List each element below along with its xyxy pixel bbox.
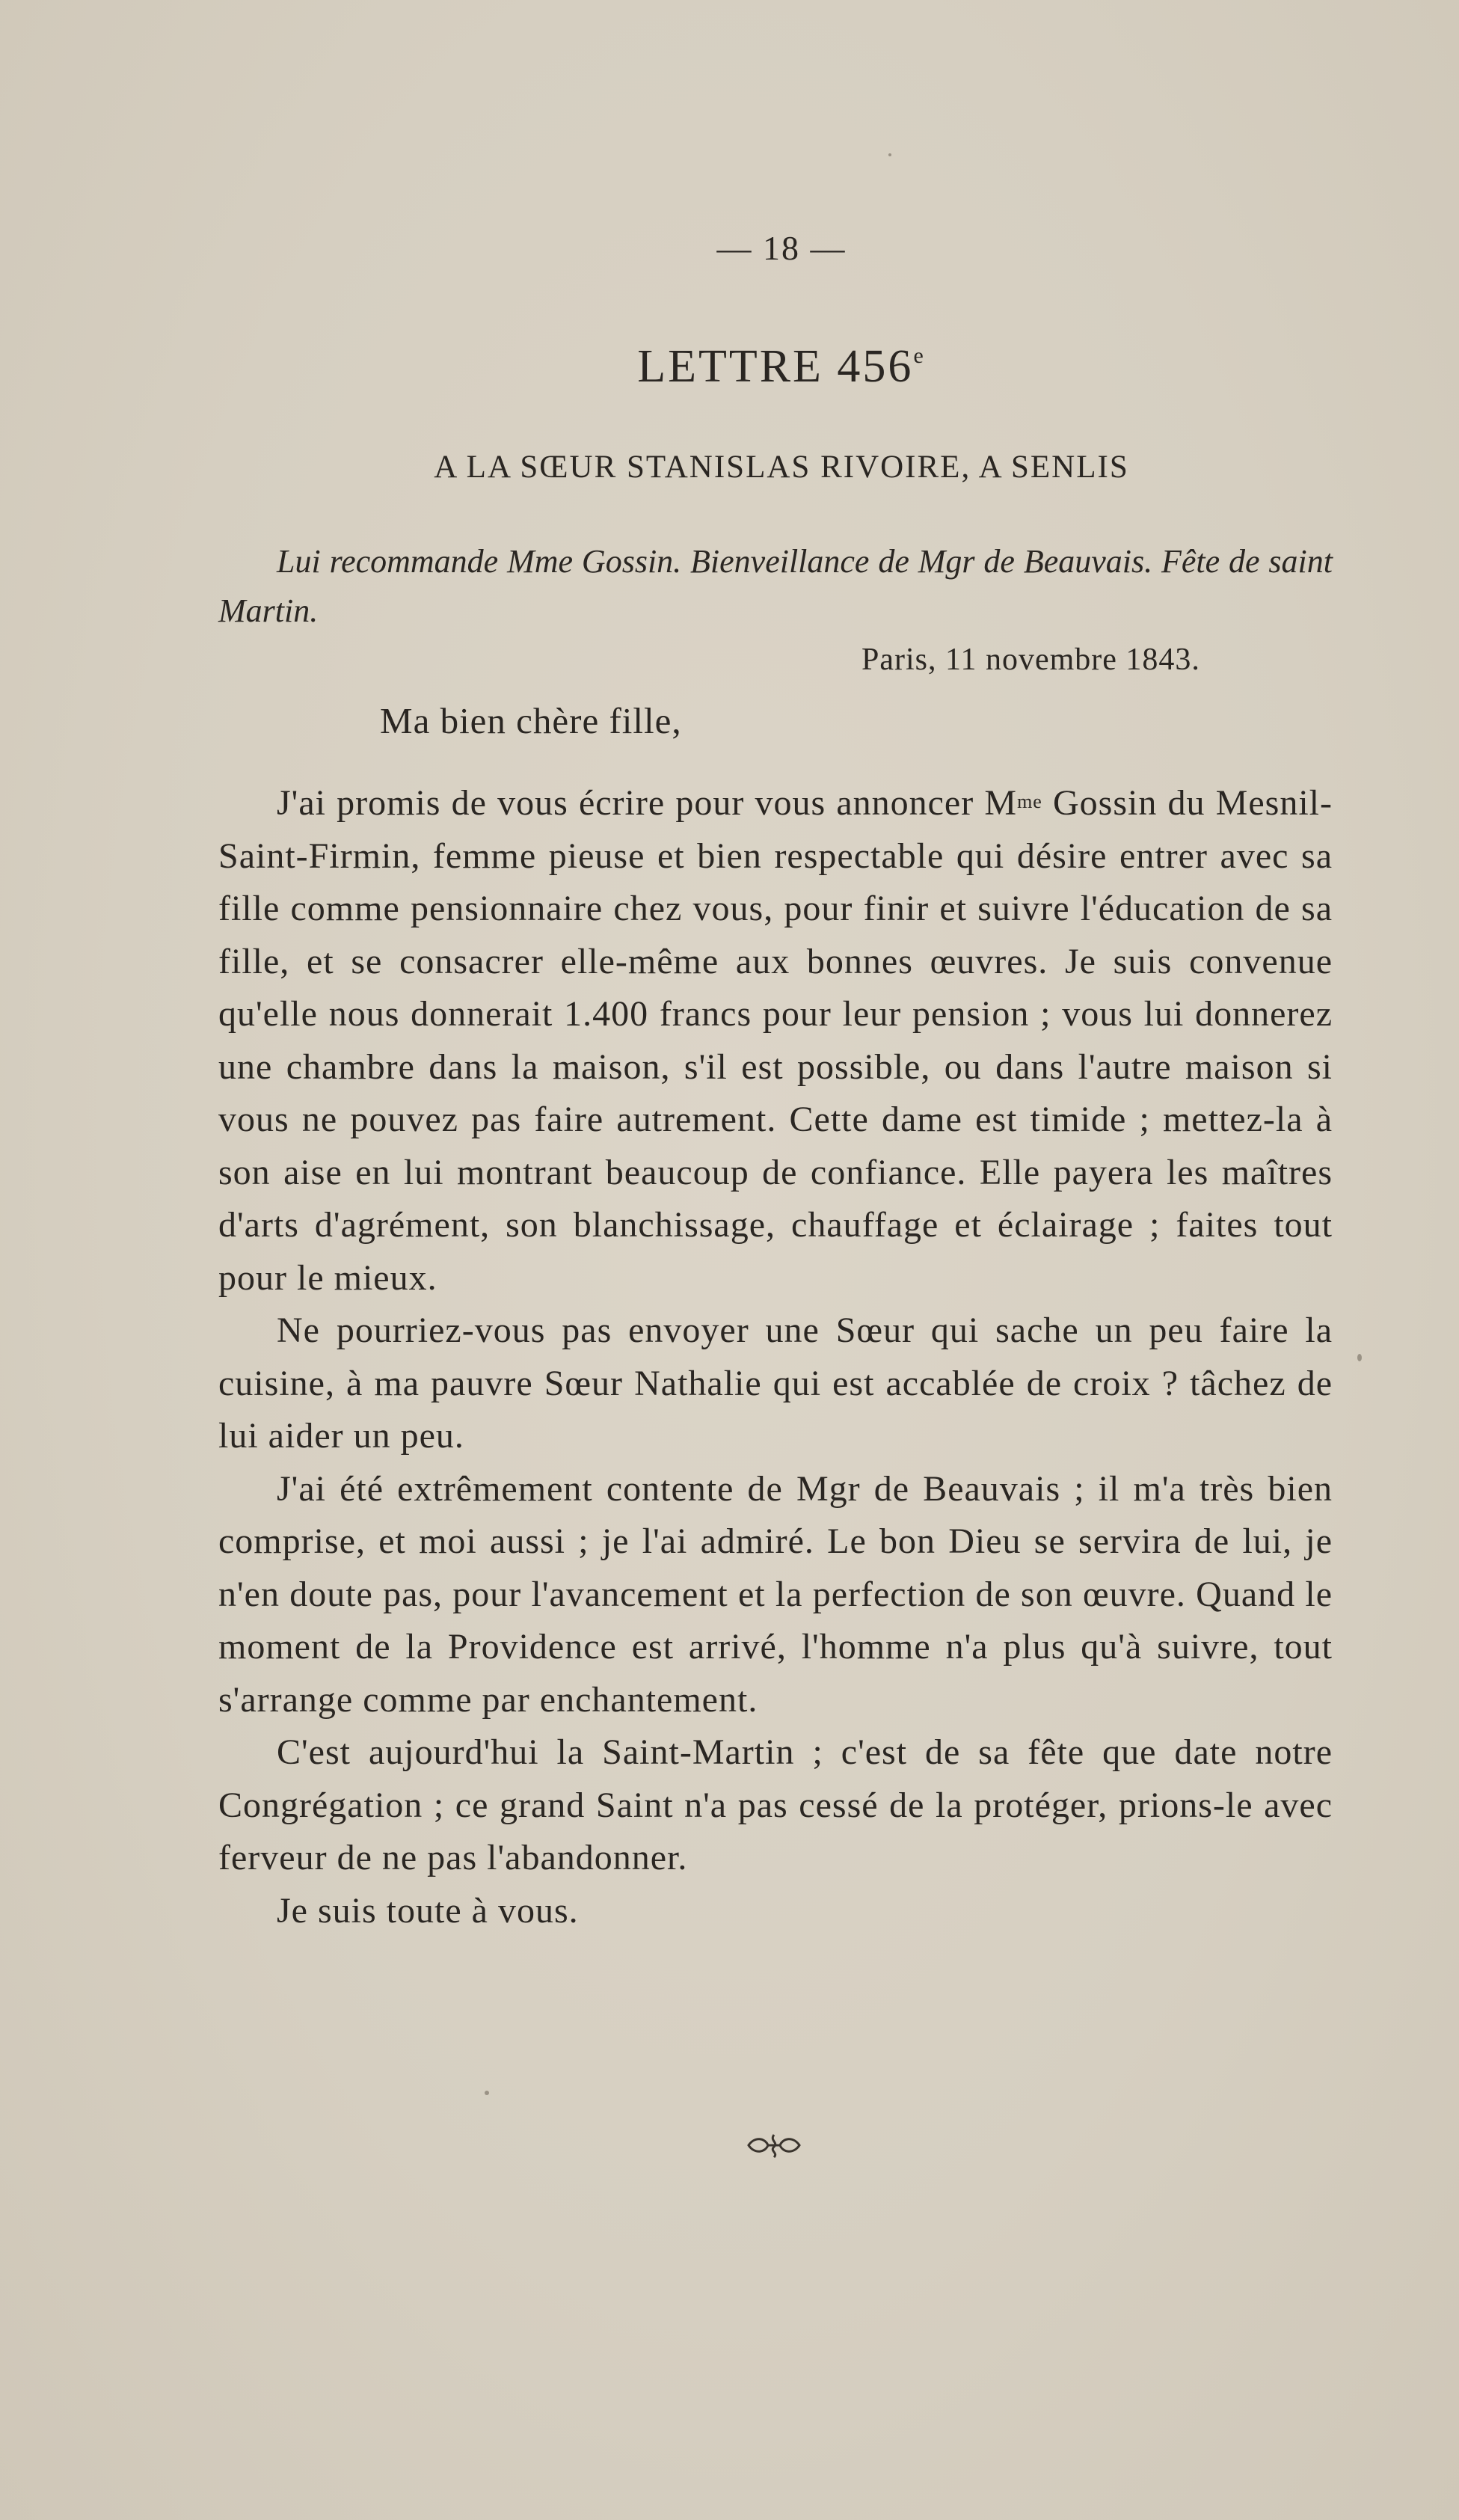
paper-speck <box>485 2091 489 2095</box>
body-paragraph-1-rest: Gossin du Mesnil-Saint-Firmin, femme pieuse et bien respectable qui désire entrer avec sa fille comme pensionnaire chez vous, pour finir et suivre l'éducation de sa fille, et se consacrer elle-même aux bonnes œuvres. Je suis convenue qu'elle nous donnerait 1.400 francs pour leur pension ; vous lui donnerez une chambre dans la maison, s'il est possible, ou dans l'autre maison si vous ne pouvez pas faire autrement. Cette dame est timide ; mettez-la à son aise en lui montrant beaucoup de confiance. Elle payera les maîtres d'arts d'agrément, son blanchissage, chauffage et éclairage ; faites tout pour le mieux. <box>218 783 1333 1298</box>
letter-title <box>0 340 1459 393</box>
fleuron-ornament-icon <box>744 2130 804 2160</box>
letter-title-text: LETTRE 456 <box>637 341 914 392</box>
body-paragraph-1-superscript: me <box>1017 791 1042 812</box>
body-paragraph: Ne pourriez-vous pas envoyer une Sœur qui sache un peu faire la cuisine, à ma pauvre Sœur Nathalie qui est accablée de croix ? tâchez de lui aider un peu. <box>218 1310 1333 1456</box>
letter-body <box>218 777 1333 1937</box>
body-paragraph <box>218 777 1333 1305</box>
letter-summary: Lui recommande Mme Gossin. Bienveillance de Mgr de Beauvais. Fête de saint Martin. <box>218 543 1333 629</box>
letter-dateline: Paris, 11 novembre 1843. <box>861 643 1200 677</box>
body-paragraph: C'est aujourd'hui la Saint-Martin ; c'est de sa fête que date notre Congrégation ; ce grand Saint n'a pas cessé de la protéger, prions-le avec ferveur de ne pas l'abandonner. <box>218 1732 1333 1877</box>
body-paragraph: J'ai été extrêmement contente de Mgr de Beauvais ; il m'a très bien comprise, et moi aussi ; je l'ai admiré. Le bon Dieu se servira de lui, je n'en doute pas, pour l'avancement et la perfection de son œuvre. Quand le moment de la Providence est arrivé, l'homme n'a plus qu'à suivre, tout s'arrange comme par enchantement. <box>218 1468 1333 1720</box>
letter-salutation: Ma bien chère fille, <box>380 700 682 741</box>
letter-addressee: A LA SŒUR STANISLAS RIVOIRE, A SENLIS <box>434 450 1129 485</box>
body-paragraph: Je suis toute à vous. <box>277 1890 579 1931</box>
paper-speck <box>888 153 891 156</box>
letter-title-superscript: e <box>913 343 926 368</box>
paper-speck <box>1357 1354 1362 1361</box>
page-number: — 18 — <box>716 229 847 267</box>
body-paragraph-1-start: J'ai promis de vous écrire pour vous annoncer M <box>277 783 1018 823</box>
